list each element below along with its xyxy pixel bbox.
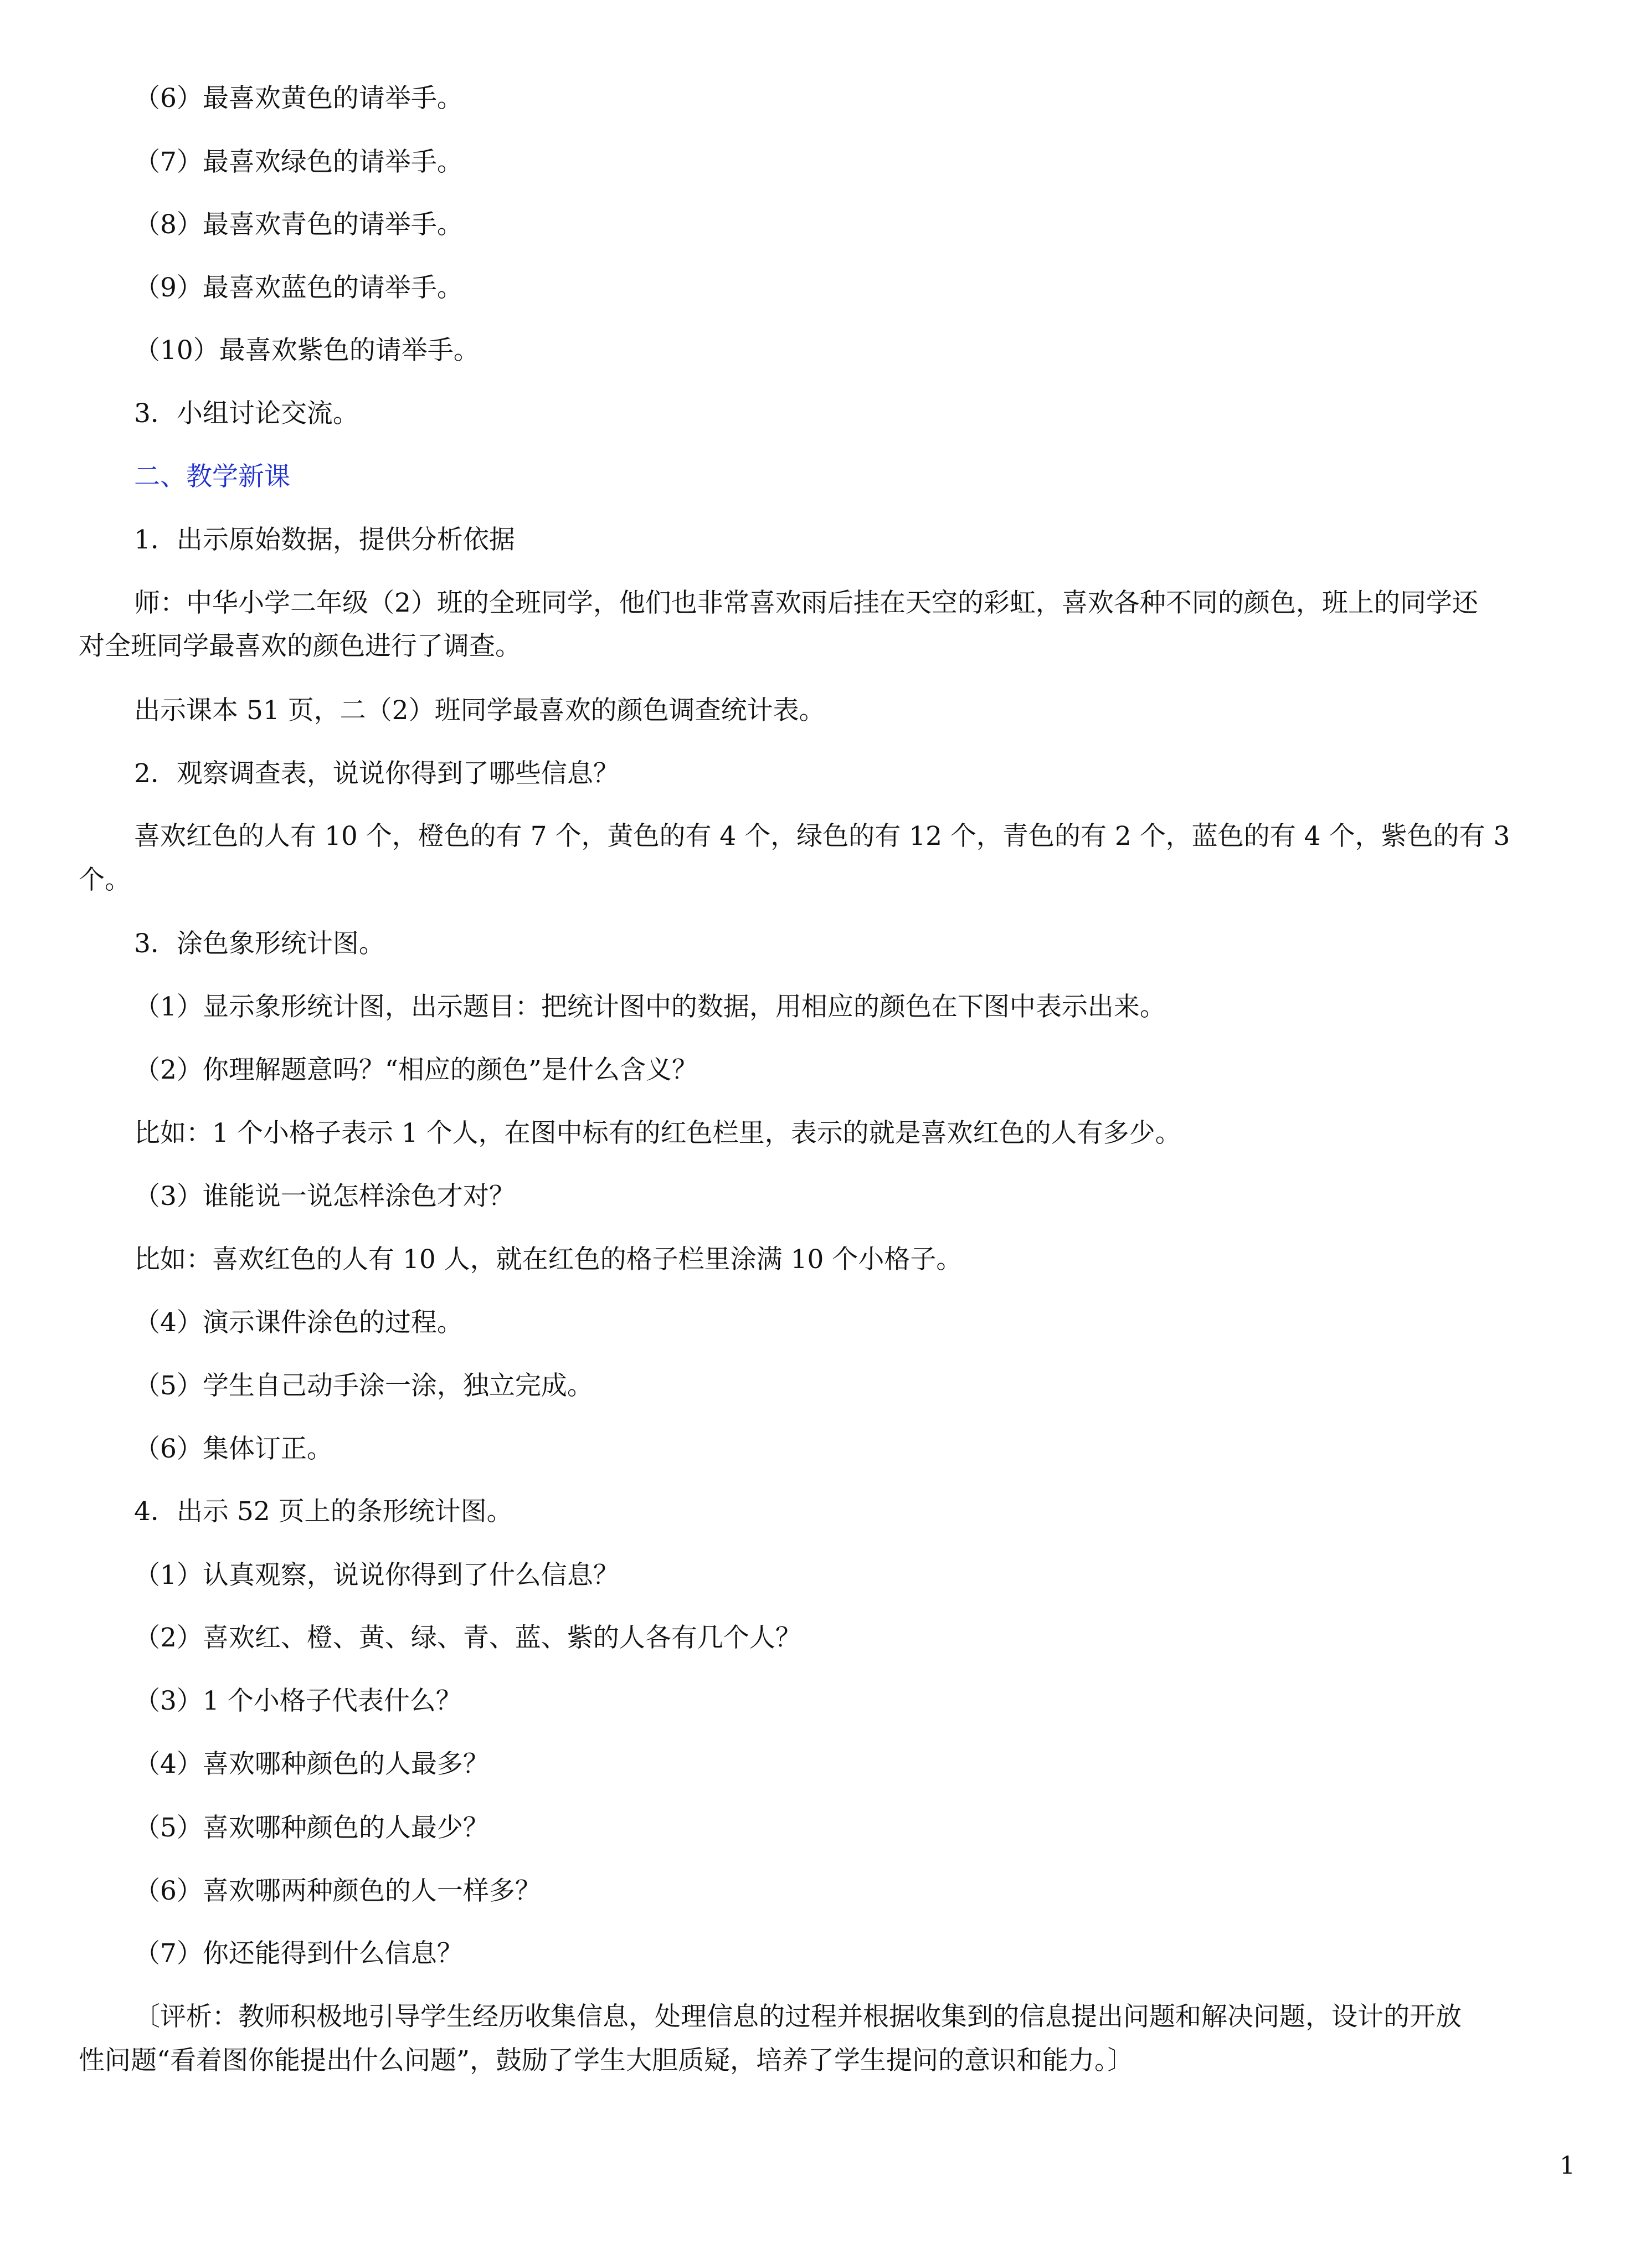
step-4-item: （6）喜欢哪两种颜色的人一样多？ <box>134 1876 541 1906</box>
list-item-purple: （10）最喜欢紫色的请举手。 <box>134 335 480 366</box>
step-4-item: （1）认真观察，说说你得到了什么信息？ <box>134 1560 619 1590</box>
step-4-item: （4）喜欢哪种颜色的人最多？ <box>134 1749 489 1779</box>
show-table-text: 出示课本 51 页，二（2）班同学最喜欢的颜色调查统计表。 <box>134 695 825 726</box>
step-4-item: （3）1 个小格子代表什么？ <box>134 1686 462 1716</box>
info-paragraph-line-1: 喜欢红色的人有 10 个，橙色的有 7 个，黄色的有 4 个，绿色的有 12 个，青色的有 2 个，蓝色的有 4 个，紫色的有 3 <box>134 821 1510 851</box>
step-3-title: 3．涂色象形统计图。 <box>134 928 385 959</box>
info-paragraph-line-2: 个。 <box>79 865 131 895</box>
step-4-item: （2）喜欢红、橙、黄、绿、青、蓝、紫的人各有几个人？ <box>134 1623 801 1653</box>
list-item-cyan: （8）最喜欢青色的请举手。 <box>134 209 463 240</box>
commentary-line-2: 性问题“看着图你能提出什么问题”，鼓励了学生大胆质疑，培养了学生提问的意识和能力。〕 <box>79 2045 1134 2076</box>
teacher-paragraph-line-1: 师：中华小学二年级（2）班的全班同学，他们也非常喜欢雨后挂在天空的彩虹，喜欢各种不同的颜色，班上的同学还 <box>134 588 1478 618</box>
section-heading: 二、教学新课 <box>134 461 290 492</box>
step-3-example: 比如：喜欢红色的人有 10 人，就在红色的格子栏里涂满 10 个小格子。 <box>134 1244 963 1275</box>
commentary-line-1: 〔评析：教师积极地引导学生经历收集信息，处理信息的过程并根据收集到的信息提出问题和解决问题，设计的开放 <box>134 2002 1462 2032</box>
step-4-item: （7）你还能得到什么信息？ <box>134 1938 463 1969</box>
list-item-blue: （9）最喜欢蓝色的请举手。 <box>134 273 463 303</box>
page-number: 1 <box>1560 2152 1575 2180</box>
step-3-item: （1）显示象形统计图，出示题目：把统计图中的数据，用相应的颜色在下图中表示出来。 <box>134 992 1166 1022</box>
step-3-item: （4）演示课件涂色的过程。 <box>134 1307 463 1338</box>
list-item-yellow: （6）最喜欢黄色的请举手。 <box>134 83 463 114</box>
step-2-title: 2．观察调查表，说说你得到了哪些信息？ <box>134 758 619 789</box>
group-discussion-step: 3．小组讨论交流。 <box>134 398 359 429</box>
step-1-title: 1．出示原始数据，提供分析依据 <box>134 525 515 555</box>
step-3-example: 比如：1 个小格子表示 1 个人，在图中标有的红色栏里，表示的就是喜欢红色的人有多少。 <box>134 1118 1181 1148</box>
step-3-item: （5）学生自己动手涂一涂，独立完成。 <box>134 1371 593 1401</box>
step-3-item: （6）集体订正。 <box>134 1434 333 1464</box>
step-4-title: 4．出示 52 页上的条形统计图。 <box>134 1496 513 1527</box>
teacher-paragraph-line-2: 对全班同学最喜欢的颜色进行了调查。 <box>79 631 521 661</box>
list-item-green: （7）最喜欢绿色的请举手。 <box>134 147 463 177</box>
step-3-item: （2）你理解题意吗？“相应的颜色”是什么含义？ <box>134 1055 698 1085</box>
step-3-item: （3）谁能说一说怎样涂色才对？ <box>134 1181 515 1212</box>
step-4-item: （5）喜欢哪种颜色的人最少？ <box>134 1813 489 1843</box>
